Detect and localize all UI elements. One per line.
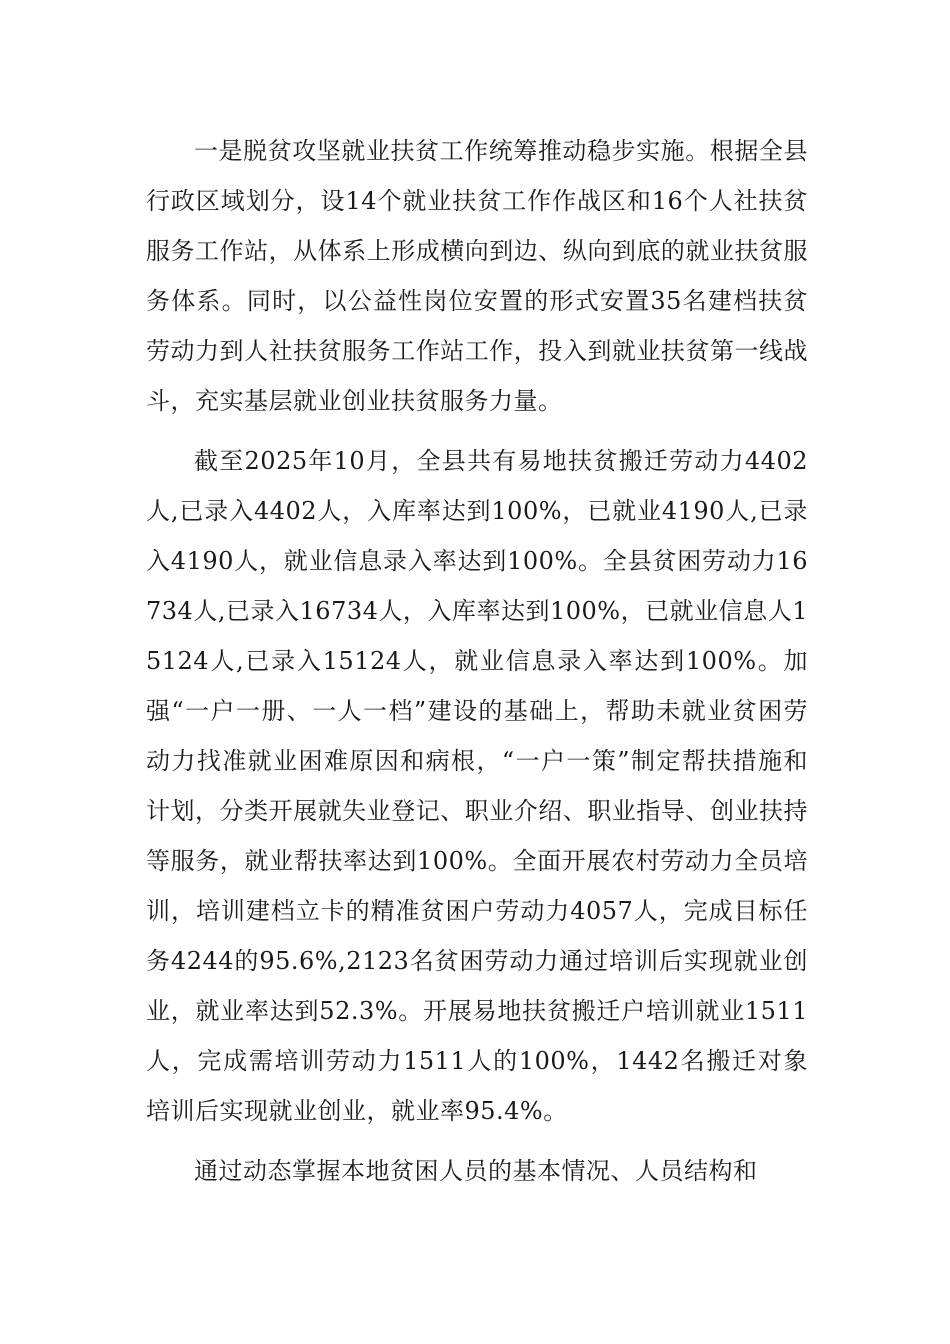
document-body bbox=[146, 126, 808, 1196]
paragraph-dynamic-tracking: 通过动态掌握本地贫困人员的基本情况、人员结构和 bbox=[194, 1157, 758, 1185]
paragraph-poverty-employment-system: 一是脱贫攻坚就业扶贫工作统筹推动稳步实施。根据全县行政区域划分，设14个就业扶贫工作作战区和16个人社扶贫服务工作站，从体系上形成横向到边、纵向到底的就业扶贫服务体系。同时，以公益性岗位安置的形式安置35名建档扶贫劳动力到人社扶贫服务工作站工作，投入到就业扶贫第一线战斗，充实基层就业创业扶贫服务力量。 bbox=[146, 137, 808, 415]
paragraph-labor-statistics: 截至2025年10月，全县共有易地扶贫搬迁劳动力4402人,已录入4402人，入库率达到100%，已就业4190人,已录入4190人，就业信息录入率达到100%。全县贫困劳动力16734人,已录入16734人，入库率达到100%，已就业信息人15124人,已录入15124人，就业信息录入率达到100%。加强“一户一册、一人一档”建设的基础上，帮助未就业贫困劳动力找准就业困难原因和病根，“一户一策”制定帮扶措施和计划，分类开展就失业登记、职业介绍、职业指导、创业扶持等服务，就业帮扶率达到100%。全面开展农村劳动力全员培训，培训建档立卡的精准贫困户劳动力4057人，完成目标任务4244的95.6%,2123名贫困劳动力通过培训后实现就业创业，就业率达到52.3%。开展易地扶贫搬迁户培训就业1511人，完成需培训劳动力1511人的100%，1442名搬迁对象培训后实现就业创业，就业率95.4%。 bbox=[146, 447, 808, 1125]
